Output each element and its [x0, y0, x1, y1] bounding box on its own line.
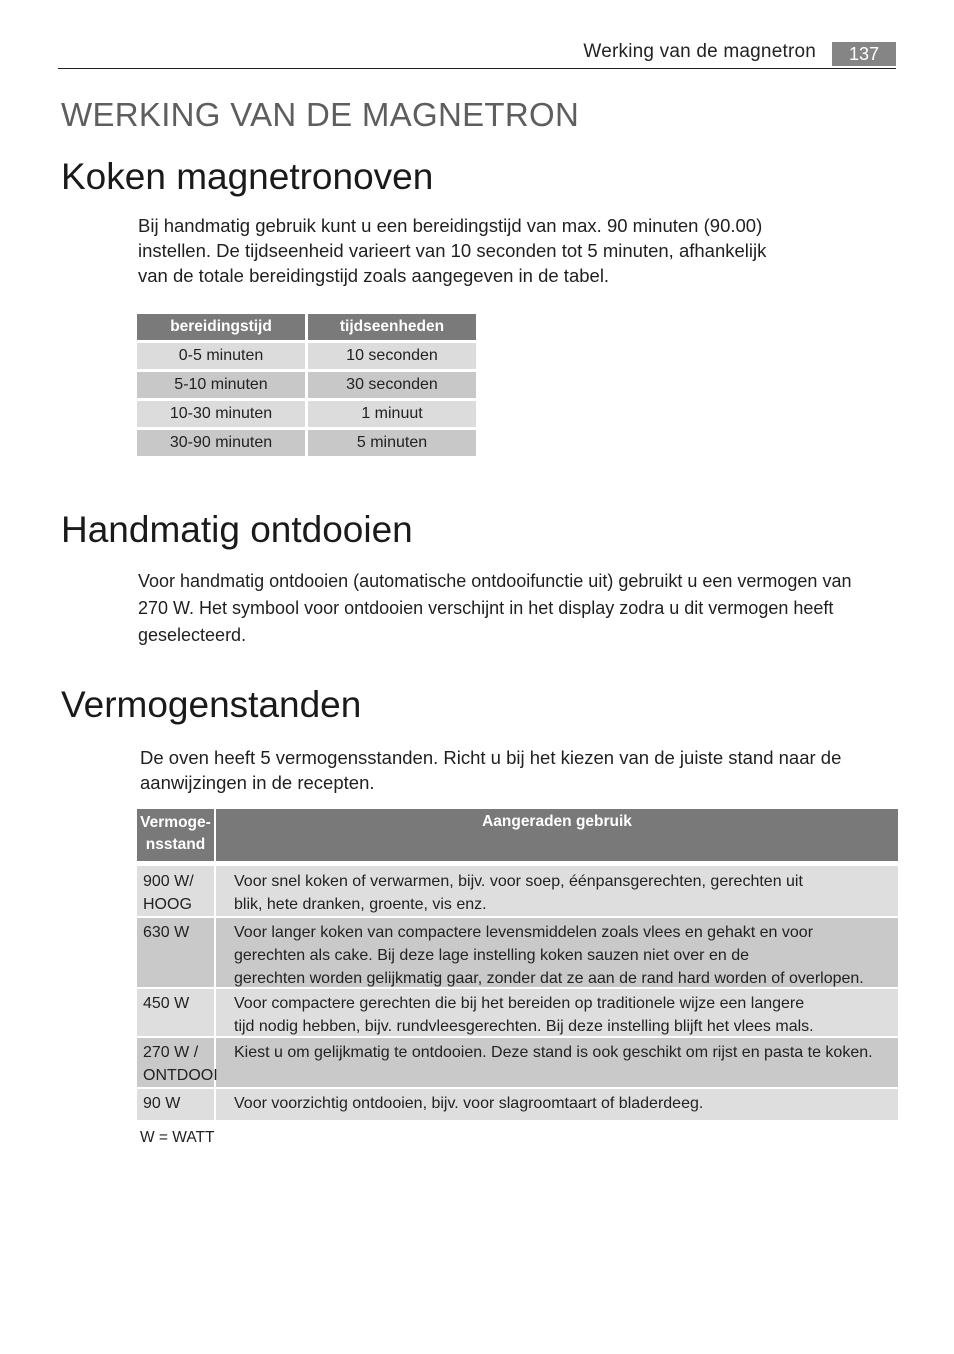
- table-cell: 1 minuut: [308, 401, 476, 427]
- usage-line: Kiest u om gelijkmatig te ontdooien. Deze stand is ook geschikt om rijst en pasta te koken.: [234, 1044, 873, 1061]
- usage-line: gerechten worden gelijkmatig gaar, zonder dat ze aan de rand hard worden of overlopen.: [234, 970, 864, 987]
- paragraph-handmatig: [138, 568, 898, 649]
- paragraph-line: De oven heeft 5 vermogensstanden. Richt u bij het kiezen van de juiste stand naar de: [140, 747, 842, 768]
- power-line: 90 W: [143, 1095, 181, 1112]
- usage-line: Voor langer koken van compactere levensmiddelen zoals vlees en gehakt en voor: [234, 924, 814, 941]
- usage-line: tijd nodig hebben, bijv. rundvleesgerechten. Bij deze instelling blijft het vlees mals.: [234, 1018, 814, 1035]
- power-level-table: [137, 809, 898, 1122]
- table-row: [137, 989, 898, 1036]
- table-row: [137, 401, 477, 427]
- table-cell: 10-30 minuten: [137, 401, 305, 427]
- usage-cell: [216, 918, 898, 987]
- power-line: HOOG: [143, 896, 192, 913]
- usage-cell: [216, 989, 898, 1036]
- heading-handmatig-ontdooien: Handmatig ontdooien: [61, 509, 413, 550]
- table-row: [137, 918, 898, 987]
- column-header-aangeraden-gebruik: Aangeraden gebruik: [482, 813, 632, 830]
- heading-vermogenstanden: Vermogenstanden: [61, 684, 362, 725]
- table-cell: 30 seconden: [308, 372, 476, 398]
- paragraph-line: Voor handmatig ontdooien (automatische ontdooifunctie uit) gebruikt u een vermogen van: [138, 571, 852, 591]
- section-title: WERKING VAN DE MAGNETRON: [61, 96, 580, 133]
- paragraph-line: van de totale bereidingstijd zoals aangegeven in de tabel.: [138, 265, 610, 286]
- running-title: Werking van de magnetron: [583, 41, 816, 62]
- running-header: [58, 40, 896, 69]
- table-row: [137, 1038, 898, 1087]
- paragraph-koken: [138, 213, 838, 288]
- paragraph-line: geselecteerd.: [138, 625, 247, 645]
- usage-line: Voor snel koken of verwarmen, bijv. voor soep, éénpansgerechten, gerechten uit: [234, 873, 803, 890]
- power-line: 270 W /: [143, 1044, 199, 1061]
- table-row: [137, 430, 477, 456]
- header-line: nsstand: [145, 836, 206, 853]
- usage-line: Voor compactere gerechten die bij het bereiden op traditionele wijze een langere: [234, 995, 805, 1012]
- column-header-tijdseenheden: tijdseenheden: [308, 314, 476, 340]
- table-cell: 5 minuten: [308, 430, 476, 456]
- column-header-vermogensstand: [137, 809, 216, 861]
- header-line: Vermoge-: [140, 814, 211, 831]
- cooking-time-table: [137, 314, 477, 459]
- power-cell: [137, 1089, 216, 1120]
- heading-koken: Koken magnetronoven: [61, 156, 434, 197]
- power-cell: [137, 866, 216, 916]
- table-cell: 5-10 minuten: [137, 372, 305, 398]
- power-cell: [137, 1038, 216, 1087]
- paragraph-line: 270 W. Het symbool voor ontdooien verschijnt in het display zodra u dit vermogen heeft: [138, 598, 834, 618]
- power-line: 900 W/: [143, 873, 194, 890]
- power-cell: [137, 918, 216, 987]
- power-line: ONTDOOI: [143, 1067, 218, 1084]
- table-cell: 30-90 minuten: [137, 430, 305, 456]
- column-header-bereidingstijd: bereidingstijd: [137, 314, 305, 340]
- table-row: [137, 1089, 898, 1120]
- usage-line: blik, hete dranken, groente, vis enz.: [234, 896, 487, 913]
- table-cell: 0-5 minuten: [137, 343, 305, 369]
- table-row: [137, 866, 898, 916]
- paragraph-line: instellen. De tijdseenheid varieert van 10 seconden tot 5 minuten, afhankelijk: [138, 240, 767, 261]
- paragraph-line: Bij handmatig gebruik kunt u een bereidingstijd van max. 90 minuten (90.00): [138, 215, 763, 236]
- usage-cell: [216, 866, 898, 916]
- power-line: 630 W: [143, 924, 190, 941]
- table-header-row: [137, 809, 898, 861]
- table-header-row: [137, 314, 477, 340]
- paragraph-vermogen: [140, 745, 900, 795]
- table-row: [137, 343, 477, 369]
- usage-line: Voor voorzichtig ontdooien, bijv. voor slagroomtaart of bladerdeeg.: [234, 1095, 704, 1112]
- usage-cell: [216, 1038, 898, 1087]
- table-cell: 10 seconden: [308, 343, 476, 369]
- power-line: 450 W: [143, 995, 190, 1012]
- footnote-watt: W = WATT: [140, 1129, 215, 1146]
- usage-line: gerechten als cake. Bij deze lage instelling koken sauzen niet over en de: [234, 947, 749, 964]
- power-cell: [137, 989, 216, 1036]
- page-number: 137: [832, 42, 896, 66]
- table-row: [137, 372, 477, 398]
- paragraph-line: aanwijzingen in de recepten.: [140, 772, 375, 793]
- usage-cell: [216, 1089, 898, 1120]
